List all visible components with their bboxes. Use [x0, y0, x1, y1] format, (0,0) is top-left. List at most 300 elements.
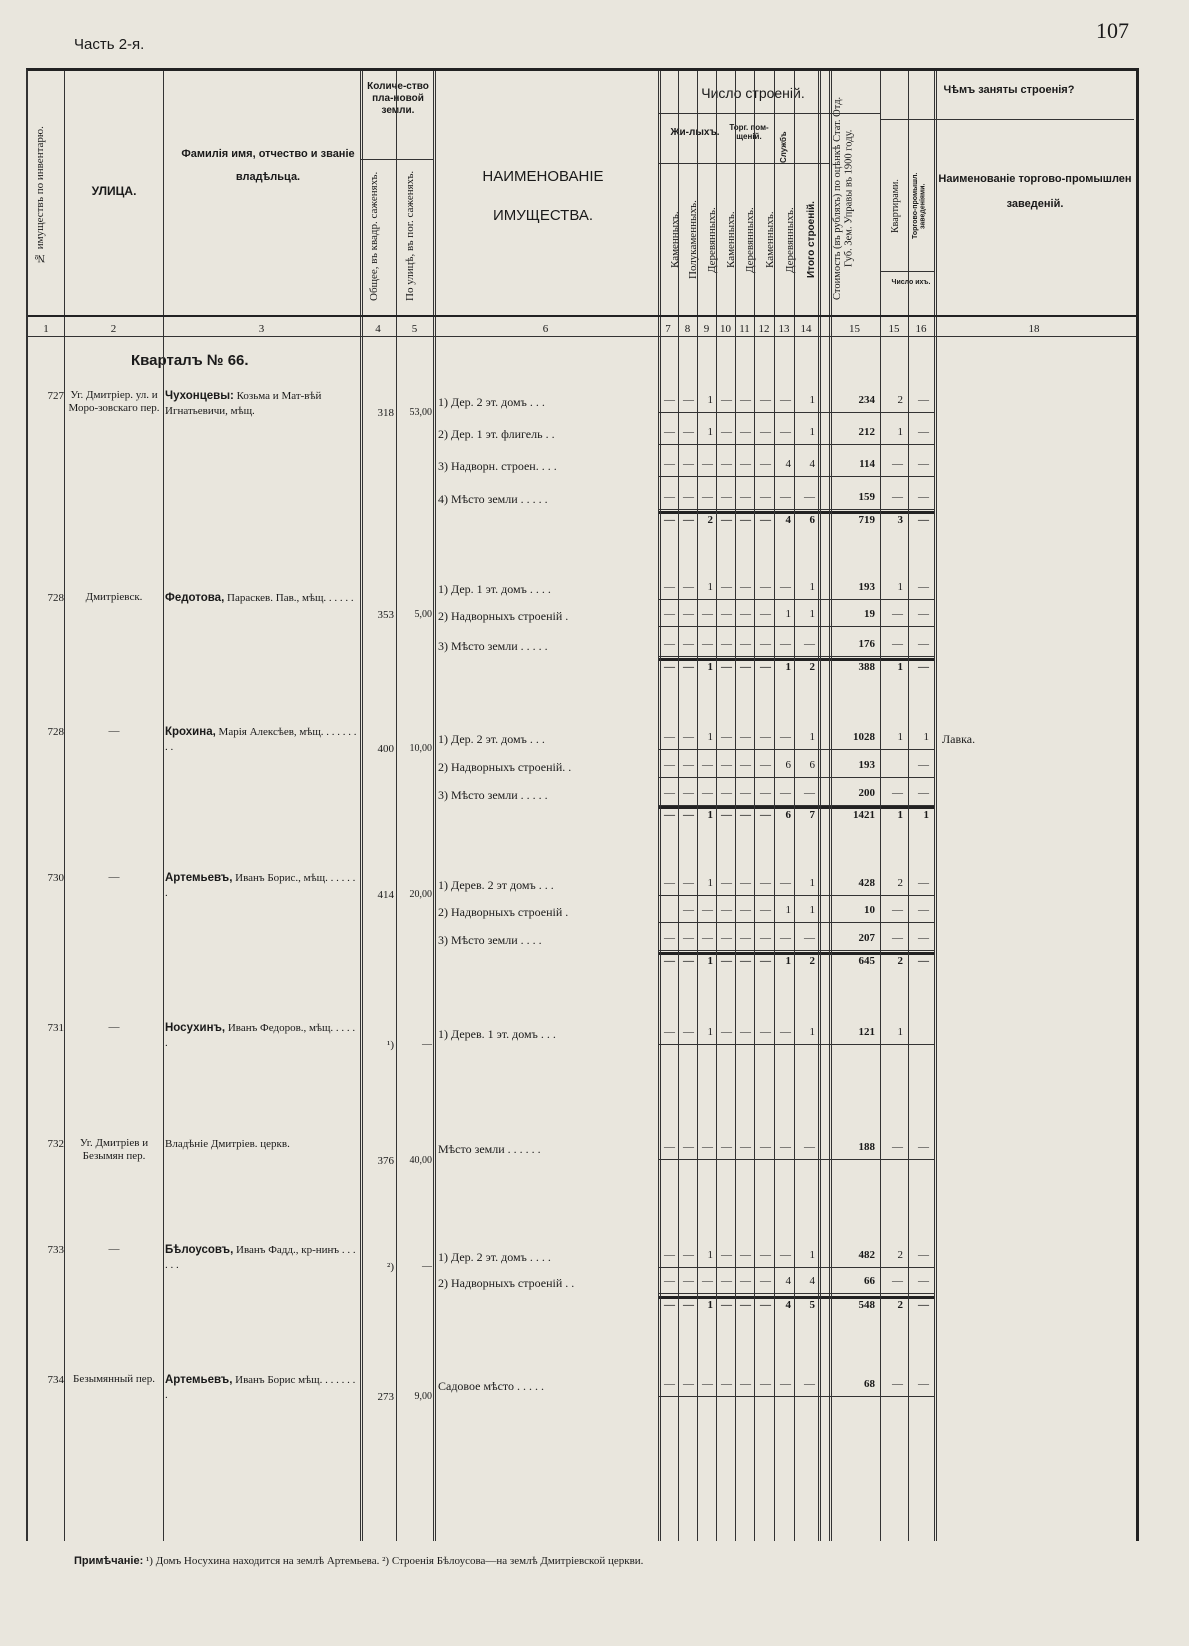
header-sub-rule — [658, 113, 880, 114]
cell-twood: — — [740, 638, 751, 650]
cell-trade: — — [918, 661, 929, 673]
cell-wood: 1 — [707, 955, 713, 967]
cell-sstone: — — [760, 581, 771, 593]
cell-tstone: — — [721, 661, 732, 673]
entry-area: 318 — [377, 407, 394, 419]
cell-sstone: — — [760, 458, 771, 470]
cell-value: 193 — [858, 581, 875, 593]
cell-wood: — — [702, 1275, 713, 1287]
cell-trade: 1 — [923, 731, 929, 743]
entry-number: 730 — [47, 872, 64, 884]
cell-twood: — — [740, 661, 751, 673]
item-rule — [658, 1159, 934, 1160]
cell-stone: — — [664, 458, 675, 470]
cell-tstone: — — [721, 394, 732, 406]
entry-frontage: 40,00 — [409, 1155, 432, 1166]
entry-number: 733 — [47, 1244, 64, 1256]
column-number: 16 — [915, 323, 927, 335]
column-rule — [716, 71, 717, 1541]
entry-frontage: — — [422, 1039, 432, 1050]
cell-twood: — — [740, 904, 751, 916]
cell-semi: — — [683, 877, 694, 889]
owner-surname: Артемьевъ, — [165, 872, 233, 884]
trade-name: Лавка. — [942, 732, 976, 746]
cell-apt: 2 — [897, 955, 903, 967]
column-number: 3 — [258, 323, 265, 335]
cell-tstone: — — [721, 787, 732, 799]
cell-wood: — — [702, 458, 713, 470]
column-number: 18 — [1028, 323, 1040, 335]
cell-total: 1 — [809, 608, 815, 620]
cell-sstone: — — [760, 932, 771, 944]
cell-trade: — — [918, 787, 929, 799]
cell-wood: — — [702, 491, 713, 503]
cell-value: 121 — [858, 1026, 875, 1038]
cell-apt: 1 — [897, 809, 903, 821]
header-sub-rule — [658, 163, 829, 164]
cell-tstone: — — [721, 1249, 732, 1261]
cell-tstone: — — [721, 877, 732, 889]
cell-stone: — — [664, 1249, 675, 1261]
column-number: 14 — [800, 323, 812, 335]
entry-frontage: 53,00 — [409, 407, 432, 418]
cell-stone: — — [664, 638, 675, 650]
item-rule — [658, 1267, 934, 1268]
cell-total: — — [804, 787, 815, 799]
col-head-land-street: По улицѣ, въ пог. саженяхъ. — [404, 170, 416, 301]
entry-street: — — [108, 1243, 120, 1255]
property-item: Садовое мѣсто . . . . . — [438, 1379, 545, 1393]
ledger-table — [26, 68, 1139, 1541]
column-number: 7 — [665, 323, 671, 335]
column-rule — [908, 71, 909, 1541]
cell-total: 1 — [809, 731, 815, 743]
cell-apt: — — [892, 1378, 903, 1390]
entry-owner — [165, 1373, 359, 1402]
cell-semi: — — [683, 809, 694, 821]
cell-total: 2 — [809, 661, 815, 673]
column-number-rule — [28, 336, 1136, 337]
cell-swood: 6 — [785, 809, 791, 821]
entry-street: Уг. Дмитріев и Безымян пер. — [79, 1137, 149, 1163]
property-item: 2) Надворныхъ строеній. . — [438, 760, 572, 774]
cell-trade: — — [918, 759, 929, 771]
column-number: 15 — [888, 323, 900, 335]
cell-apt: — — [892, 1141, 903, 1153]
cell-value: 207 — [858, 932, 875, 944]
cell-value: 200 — [858, 787, 875, 799]
cell-wood: 1 — [707, 731, 713, 743]
cell-semi: — — [683, 1141, 694, 1153]
cell-swood: — — [780, 787, 791, 799]
cell-trade: — — [918, 426, 929, 438]
cell-twood: — — [740, 458, 751, 470]
property-item: 3) Мѣсто земли . . . . — [438, 933, 542, 947]
cell-stone: — — [664, 787, 675, 799]
quarter-title: Кварталъ № 66. — [131, 352, 249, 369]
cell-value: 482 — [858, 1249, 875, 1261]
property-item: 2) Дер. 1 эт. флигель . . — [438, 427, 555, 441]
cell-apt: 2 — [897, 1249, 903, 1261]
cell-total: — — [804, 491, 815, 503]
cell-tstone: — — [721, 581, 732, 593]
footnote-text: ¹) Домъ Носухина находится на землѣ Артемьева. ²) Строенія Бѣлоусова—на землѣ Дмитріевской церкви. — [146, 1555, 644, 1567]
col-head-land-total: Общее, въ квадр. саженяхъ. — [368, 171, 380, 301]
cell-semi: — — [683, 581, 694, 593]
cell-sstone: — — [760, 394, 771, 406]
cell-sstone: — — [760, 491, 771, 503]
column-rule — [829, 71, 832, 1541]
cell-twood: — — [740, 932, 751, 944]
cell-apt: 3 — [897, 514, 903, 526]
cell-wood: 1 — [707, 1026, 713, 1038]
item-rule — [658, 476, 934, 477]
entry-owner — [165, 725, 359, 754]
cell-twood: — — [740, 731, 751, 743]
cell-total: 1 — [809, 426, 815, 438]
header-bottom-rule — [28, 315, 1136, 317]
column-rule — [433, 71, 436, 1541]
entry-number: 734 — [47, 1374, 64, 1386]
cell-twood: — — [740, 514, 751, 526]
cell-twood: — — [740, 608, 751, 620]
cell-apt: — — [892, 638, 903, 650]
cell-twood: — — [740, 1275, 751, 1287]
cell-swood: — — [780, 932, 791, 944]
cell-sstone: — — [760, 809, 771, 821]
cell-stone: — — [664, 809, 675, 821]
column-number: 2 — [110, 323, 117, 335]
cell-semi: — — [683, 1275, 694, 1287]
cell-sstone: — — [760, 787, 771, 799]
cell-sstone: — — [760, 1141, 771, 1153]
cell-wood: 1 — [707, 1249, 713, 1261]
cell-sstone: — — [760, 661, 771, 673]
cell-total: — — [804, 1378, 815, 1390]
entry-area: 353 — [377, 609, 394, 621]
cell-value: 234 — [858, 394, 875, 406]
column-number: 8 — [684, 323, 691, 335]
cell-value: 176 — [858, 638, 875, 650]
cell-wood: — — [702, 759, 713, 771]
entry-street: — — [108, 1021, 120, 1033]
cell-wood: 2 — [707, 514, 713, 526]
cell-swood: — — [780, 1141, 791, 1153]
cell-swood: — — [780, 638, 791, 650]
cell-sstone: — — [760, 955, 771, 967]
col-head-stone-1: Каменныхъ. — [669, 211, 681, 269]
cell-total: 6 — [809, 759, 815, 771]
column-number: 11 — [739, 323, 750, 335]
cell-value: 159 — [858, 491, 875, 503]
cell-swood: — — [780, 581, 791, 593]
cell-tstone: — — [721, 491, 732, 503]
cell-twood: — — [740, 759, 751, 771]
column-number: 9 — [703, 323, 710, 335]
entry-area: 400 — [377, 743, 394, 755]
cell-stone: — — [664, 426, 675, 438]
column-rule — [934, 71, 937, 1541]
cell-stone: — — [664, 1026, 675, 1038]
cell-swood: 1 — [785, 661, 791, 673]
column-rule — [163, 71, 164, 1541]
column-rule — [880, 71, 881, 1541]
cell-twood: — — [740, 1299, 751, 1311]
property-item: 1) Дерев. 2 эт домъ . . . — [438, 878, 554, 892]
item-rule — [658, 1293, 934, 1294]
owner-details: Иванъ Борис мѣщ. . . . . . . . — [165, 1374, 356, 1401]
cell-semi: — — [683, 661, 694, 673]
column-rule — [697, 71, 698, 1541]
owner-details: Параскев. Пав., мѣщ. . . . . . — [227, 592, 354, 604]
cell-total: 4 — [809, 458, 815, 470]
owner-details: Иванъ Фадд., кр-нинъ . . . . . . — [165, 1244, 356, 1271]
cell-swood: 4 — [785, 1299, 791, 1311]
entry-street: Дмитріевск. — [85, 591, 143, 603]
owner-surname: Крохина, — [165, 726, 216, 738]
cell-tstone: — — [721, 1275, 732, 1287]
owner-details: Иванъ Федоров., мѣщ. . . . . . — [165, 1022, 356, 1049]
cell-apt: — — [892, 608, 903, 620]
entry-area: 414 — [377, 889, 394, 901]
col-head-stone-2: Каменныхъ. — [725, 211, 737, 269]
entry-owner — [165, 1243, 359, 1272]
property-item: 2) Надворныхъ строеній . . — [438, 1276, 575, 1290]
entry-frontage: 9,00 — [414, 1391, 432, 1402]
cell-tstone: — — [721, 1141, 732, 1153]
entry-area: 273 — [377, 1391, 394, 1403]
owner-details: Владѣніе Дмитріев. церкв. — [165, 1138, 290, 1150]
item-rule — [658, 922, 934, 923]
cell-swood: — — [780, 731, 791, 743]
cell-sstone: — — [760, 608, 771, 620]
cell-trade: — — [918, 1249, 929, 1261]
owner-details: Козьма и Мат-вѣй Игнатьевичи, мѣщ. — [165, 390, 322, 417]
cell-value: 68 — [864, 1378, 875, 1390]
cell-tstone: — — [721, 731, 732, 743]
entry-street: — — [108, 871, 120, 883]
column-number: 1 — [43, 323, 49, 335]
cell-semi: — — [683, 491, 694, 503]
cell-twood: — — [740, 394, 751, 406]
cell-swood: — — [780, 1249, 791, 1261]
cell-apt: 2 — [897, 394, 903, 406]
cell-wood: 1 — [707, 877, 713, 889]
cell-total: 1 — [809, 394, 815, 406]
entry-street: Безымянный пер. — [73, 1373, 155, 1385]
col-head-stone-3: Каменныхъ. — [764, 211, 776, 269]
cell-swood: — — [780, 877, 791, 889]
col-head-wooden-3: Деревянныхъ. — [784, 207, 796, 273]
property-item: 2) Надворныхъ строеній . — [438, 609, 569, 623]
cell-apt: 1 — [897, 661, 903, 673]
cell-twood: — — [740, 581, 751, 593]
property-item: 2) Надворныхъ строеній . — [438, 905, 569, 919]
cell-swood: 1 — [785, 955, 791, 967]
entry-owner — [165, 1021, 359, 1050]
cell-trade: — — [918, 1275, 929, 1287]
cell-apt: 2 — [897, 877, 903, 889]
cell-tstone: — — [721, 638, 732, 650]
col-head-occupied: Чѣмъ заняты строенія? — [943, 84, 1075, 96]
owner-details: Марія Алексѣев, мѣщ. . . . . . . . . — [165, 726, 357, 753]
cell-swood: 1 — [785, 904, 791, 916]
entry-number: 731 — [47, 1022, 64, 1034]
cell-wood: — — [702, 1141, 713, 1153]
cell-swood: — — [780, 1026, 791, 1038]
col-head-service: Службъ — [779, 131, 788, 163]
cell-total: — — [804, 638, 815, 650]
col-head-trade-est: Торгово-промышл. заведеніями. — [912, 172, 927, 240]
entry-number: 732 — [47, 1138, 64, 1150]
cell-twood: — — [740, 426, 751, 438]
cell-sstone: — — [760, 1026, 771, 1038]
column-rule — [774, 71, 775, 1541]
cell-value: 645 — [858, 955, 875, 967]
col-head-wooden-2: Деревянныхъ. — [744, 207, 756, 273]
item-rule — [658, 444, 934, 445]
cell-tstone: — — [721, 759, 732, 771]
cell-trade: — — [918, 491, 929, 503]
property-item: 3) Мѣсто земли . . . . . — [438, 639, 548, 653]
cell-total: — — [804, 1141, 815, 1153]
col-head-trade: Торг. пом-щеній. — [729, 123, 769, 142]
cell-tstone: — — [721, 458, 732, 470]
cell-tstone: — — [721, 514, 732, 526]
cell-semi: — — [683, 394, 694, 406]
cell-stone: — — [664, 1299, 675, 1311]
owner-surname: Бѣлоусовъ, — [165, 1244, 234, 1256]
cell-semi: — — [683, 514, 694, 526]
cell-sstone: — — [760, 1378, 771, 1390]
cell-stone: — — [664, 608, 675, 620]
cell-total: 4 — [809, 1275, 815, 1287]
item-rule — [658, 412, 934, 413]
cell-value: 548 — [858, 1299, 875, 1311]
cell-trade: — — [918, 904, 929, 916]
footnote-label: Примѣчаніе: — [74, 1555, 144, 1567]
cell-sstone: — — [760, 638, 771, 650]
cell-stone: — — [664, 759, 675, 771]
entry-owner — [165, 871, 359, 900]
cell-swood: 1 — [785, 608, 791, 620]
column-rule — [794, 71, 795, 1541]
cell-semi: — — [683, 1299, 694, 1311]
cell-twood: — — [740, 955, 751, 967]
cell-trade: — — [918, 1299, 929, 1311]
owner-surname: Носухинъ, — [165, 1022, 226, 1034]
col-head-semi-stone: Полукаменныхъ. — [687, 200, 699, 280]
cell-tstone: — — [721, 1378, 732, 1390]
property-item: 1) Дер. 1 эт. домъ . . . . — [438, 582, 551, 596]
cell-swood: 6 — [785, 759, 791, 771]
cell-apt: — — [892, 491, 903, 503]
cell-total: 2 — [809, 955, 815, 967]
cell-swood: 4 — [785, 514, 791, 526]
cell-wood: 1 — [707, 394, 713, 406]
owner-surname: Федотова, — [165, 592, 225, 604]
column-rule — [754, 71, 755, 1541]
cell-trade: — — [918, 581, 929, 593]
entry-owner — [165, 389, 359, 418]
cell-sstone: — — [760, 759, 771, 771]
cell-value: 719 — [858, 514, 875, 526]
column-number: 4 — [375, 323, 381, 335]
cell-twood: — — [740, 1378, 751, 1390]
cell-wood: 1 — [707, 809, 713, 821]
col-head-total-buildings: Итого строеній. — [806, 201, 817, 279]
cell-stone: — — [664, 1141, 675, 1153]
cell-semi: — — [683, 759, 694, 771]
col-head-inventory: № имуществъ по инвентарю. — [34, 126, 46, 264]
cell-semi: — — [683, 955, 694, 967]
cell-total: 7 — [809, 809, 815, 821]
entry-frontage: 20,00 — [409, 889, 432, 900]
cell-stone: — — [664, 1275, 675, 1287]
owner-surname: Чухонцевы: — [165, 390, 234, 402]
cell-swood: — — [780, 426, 791, 438]
header-sub-rule — [880, 119, 1134, 120]
col-head-buildings: Число строеній. — [701, 85, 805, 101]
cell-apt: — — [892, 787, 903, 799]
entry-owner — [165, 591, 359, 606]
cell-value: 188 — [858, 1141, 875, 1153]
column-rule — [818, 71, 821, 1541]
cell-semi: — — [683, 458, 694, 470]
entry-number: 727 — [47, 390, 64, 402]
cell-swood: 4 — [785, 1275, 791, 1287]
cell-trade: — — [918, 1141, 929, 1153]
column-number: 5 — [411, 323, 418, 335]
cell-tstone: — — [721, 608, 732, 620]
cell-swood: 4 — [785, 458, 791, 470]
cell-stone: — — [664, 661, 675, 673]
item-rule — [658, 777, 934, 778]
item-rule — [658, 1396, 934, 1397]
cell-swood: — — [780, 394, 791, 406]
cell-apt: 1 — [897, 581, 903, 593]
cell-apt: 1 — [897, 426, 903, 438]
entry-frontage: 10,00 — [409, 743, 432, 754]
col-head-apartments: Квартирами. — [890, 179, 901, 233]
cell-twood: — — [740, 1249, 751, 1261]
cell-wood: — — [702, 787, 713, 799]
item-rule — [658, 950, 934, 951]
property-item: 1) Дер. 2 эт. домъ . . . . — [438, 1250, 551, 1264]
cell-total: 1 — [809, 1249, 815, 1261]
cell-total: 1 — [809, 904, 815, 916]
cell-semi: — — [683, 1249, 694, 1261]
cell-sstone: — — [760, 731, 771, 743]
cell-total: 1 — [809, 877, 815, 889]
col-head-trade-name: Наименованіе торгово-промышлен заведеній. — [938, 173, 1132, 211]
item-rule — [658, 626, 934, 627]
cell-stone: — — [664, 1378, 675, 1390]
column-number: 10 — [720, 323, 731, 335]
cell-wood: 1 — [707, 581, 713, 593]
cell-trade: — — [918, 955, 929, 967]
cell-wood: — — [702, 608, 713, 620]
col-head-value: Стоимость (въ рубляхъ) по оцѣнкѣ Стат. Отд. Губ. Зем. Управы въ 1900 году. — [832, 96, 855, 300]
cell-value: 114 — [859, 458, 875, 470]
cell-value: 193 — [858, 759, 875, 771]
cell-stone: — — [664, 932, 675, 944]
cell-trade: — — [918, 514, 929, 526]
cell-trade: — — [918, 1378, 929, 1390]
page-header — [74, 18, 1129, 60]
cell-semi: — — [683, 426, 694, 438]
cell-value: 1028 — [853, 731, 875, 743]
